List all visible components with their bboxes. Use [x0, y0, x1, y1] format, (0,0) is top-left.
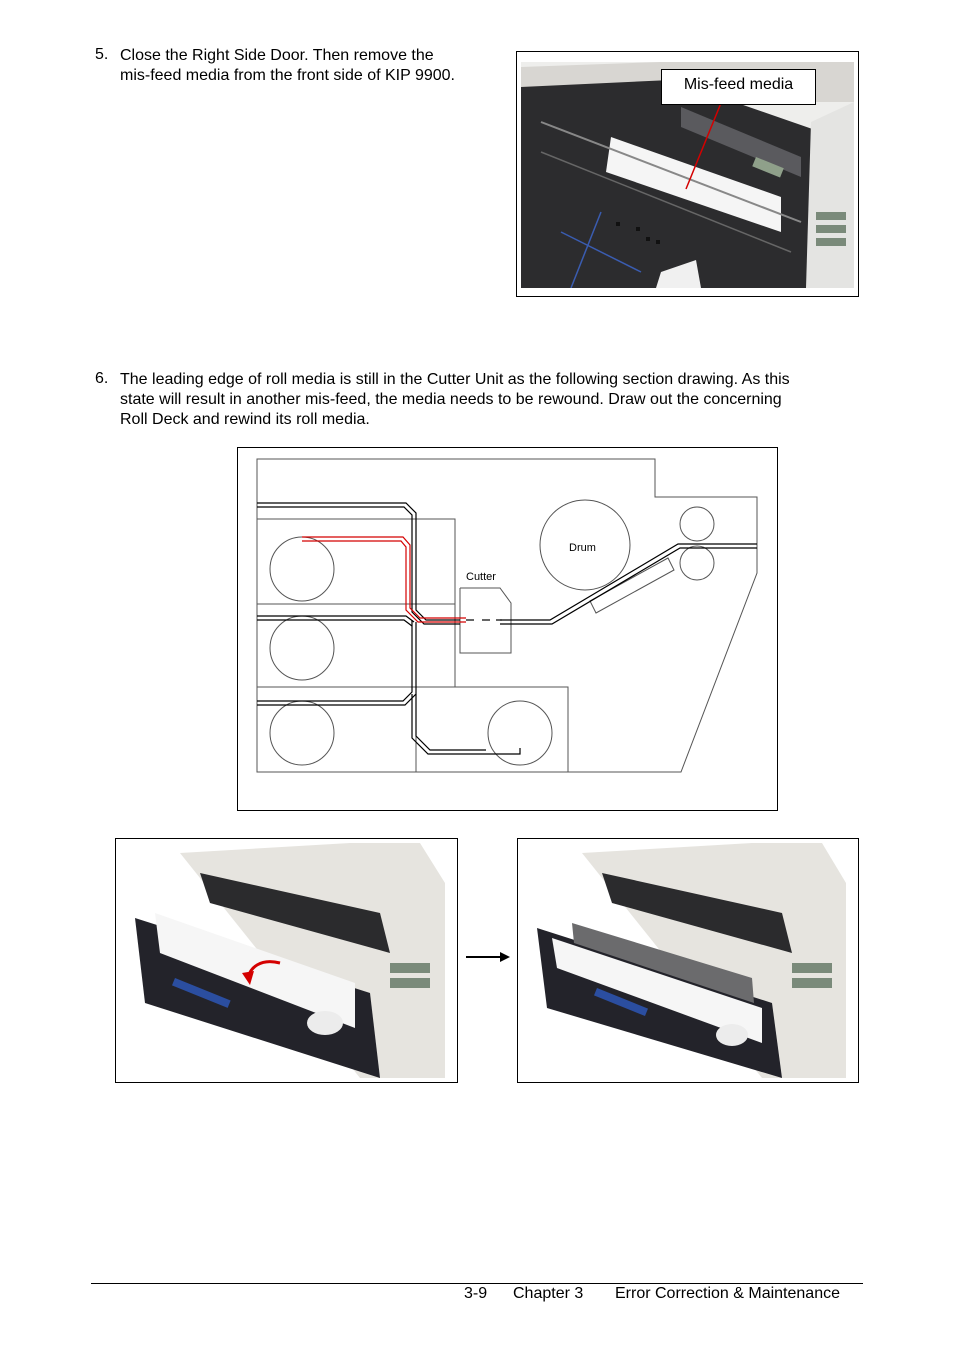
step-6-line-1: The leading edge of roll media is still in the Cutter Unit as the following section drawing. As this	[120, 371, 790, 388]
right-arrow-icon	[464, 950, 512, 964]
cutter-label: Cutter	[466, 571, 496, 583]
step-5-line-1: Close the Right Side Door. Then remove the	[120, 47, 434, 64]
step-6-line-3: Roll Deck and rewind its roll media.	[120, 411, 370, 428]
roll-deck-rewound-illustration	[522, 843, 846, 1078]
footer-rule	[91, 1283, 863, 1284]
roll-deck-after-photo	[517, 838, 859, 1083]
footer-chapter: Chapter 3	[513, 1285, 584, 1302]
drum-label: Drum	[569, 542, 596, 554]
step-5-text	[120, 46, 505, 86]
footer-title: Error Correction & Maintenance	[615, 1285, 840, 1302]
roll-deck-open-illustration	[120, 843, 445, 1078]
step-6-text	[120, 370, 880, 430]
misfeed-media-callout: Mis-feed media	[661, 69, 816, 105]
step-5-number: 5.	[95, 46, 109, 63]
step-6-line-2: state will result in another mis-feed, the media needs to be rewound. Draw out the concerning	[120, 391, 782, 408]
step-5-line-2: mis-feed media from the front side of KIP 9900.	[120, 67, 455, 84]
footer-page-number: 3-9	[464, 1285, 488, 1302]
roll-deck-before-photo	[115, 838, 458, 1083]
paper-path-diagram	[238, 448, 777, 810]
section-drawing	[237, 447, 778, 811]
misfeed-media-photo	[516, 51, 859, 297]
step-6-number: 6.	[95, 370, 109, 387]
